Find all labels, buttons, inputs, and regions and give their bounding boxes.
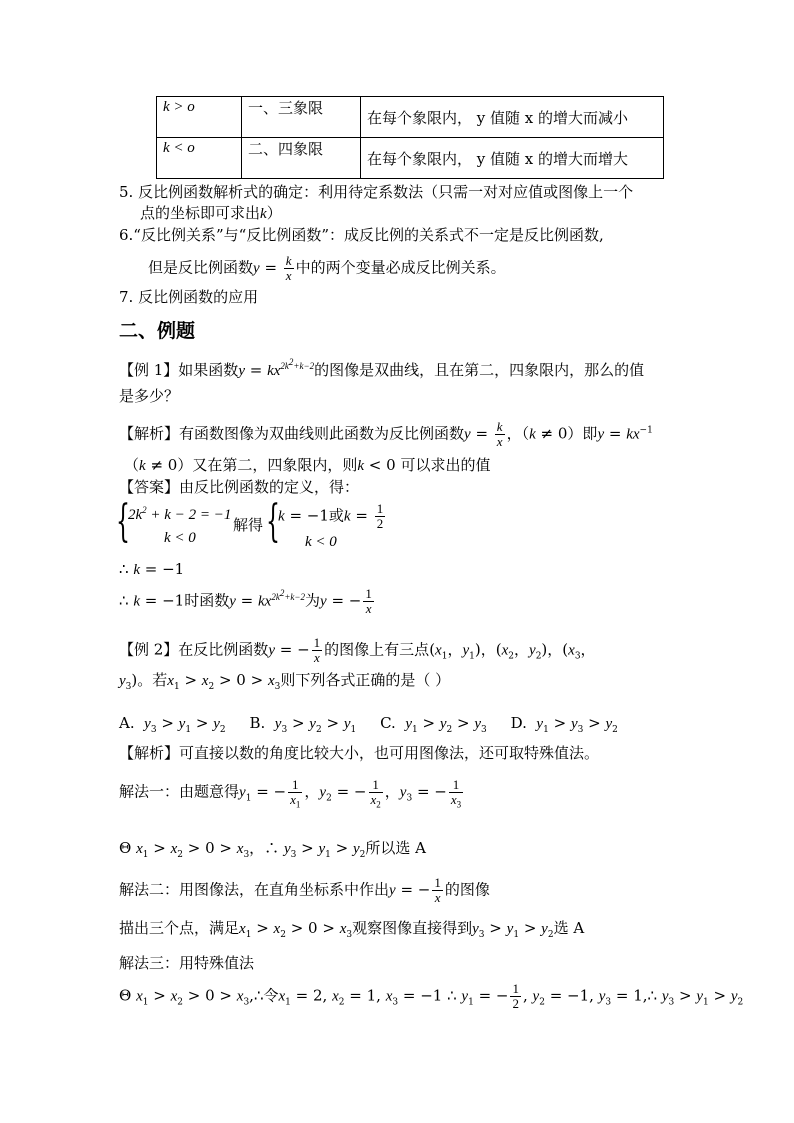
conclusion-function: ∴ k = −1时函数$y = kx^{2k^2+k-2}$为y = − $\frac{1}{x}$ (119, 586, 372, 616)
example-2-question: 【例 2】在反比例函数y = − $\frac{1}{x}$ 的图像上有三点($x_1$，$y_1$)，($x_2$，$y_2$)，($x_3$， (119, 635, 596, 665)
solve-word: 解得 (233, 516, 264, 534)
equation-system-line1: $2k^2 + k - 2 = -1$ (128, 505, 232, 523)
solution-line2: k < 0 (305, 534, 337, 550)
item-6-line1: 6.“反比例关系”与“反比例函数”：成反比例的关系式不一定是反比例函数, (119, 226, 604, 244)
method-2: 解法二：用图像法，在直角坐标系中作出y = − $\frac{1}{x}$ 的图像 (119, 875, 490, 905)
item-7: 7. 反比例函数的应用 (119, 288, 259, 306)
method-3-work: Θ $x_1 > x_2 > 0$ > $x_3,\therefore$令$x_1 = 2$, $x_2 = 1$, $x_3 = -1$ ∴ $y_1$ = − $\frac{1}{2}$ , $y_2 = -1$, $y_3$ = 1,∴ $y_3 > y_1 > y_2$ (119, 981, 744, 1011)
left-brace-1: { (116, 496, 130, 547)
example-2-analysis: 【解析】可直接以数的角度比较大小，也可用图像法，还可取特殊值法。 (119, 744, 600, 762)
conclusion-k: ∴ k = −1 (119, 560, 185, 578)
example-2-options: A. $y_3 > y_1 > y_2$ B. $y_3 > y_2 > y_1$ C. $y_1 > y_2 > y_3$ D. $y_1 > y_3 > y_2$ (119, 714, 618, 735)
item-5-line2: 点的坐标即可求出k） (140, 204, 282, 222)
table-cell-quadrant: 一、三象限 (242, 97, 361, 138)
example-2-question-cont: $y_3$)。若$x_1 > x_2 > 0 > x_3$则下列各式正确的是（ ） (119, 671, 451, 692)
example-1-answer: 【答案】由反比例函数的定义，得： (119, 478, 360, 496)
item-5-line1: 5. 反比例函数解析式的确定：利用待定系数法（只需一对对应值或图像上一个 (119, 183, 634, 201)
table-row (157, 97, 664, 138)
example-1-question: 【例 1】如果函数$y = kx^{2k^2+k-2}$的图像是双曲线，且在第二，四象限内，那么的值 (119, 357, 645, 379)
table-cell-quadrant: 二、四象限 (242, 138, 361, 179)
method-1: 解法一：由题意得$y_1$ = − $\frac{1}{x_1}$ ，$y_2$ = − $\frac{1}{x_2}$ ，$y_3$ = − $\frac{1}{x_3}$ (119, 777, 462, 810)
table-cell-description: 在每个象限内， y 值随 x 的增大而增大 (361, 138, 664, 179)
property-table (156, 96, 664, 179)
example-1-analysis: 【解析】有函数图像为双曲线则此函数为反比例函数y = $\frac{k}{x}$ ，（k ≠ 0）即$y = kx^{-1}$ (119, 419, 653, 449)
solution-line1: k = −1或k = $\frac{1}{2}$ (278, 501, 384, 531)
example-1-question-cont: 是多少？ (119, 387, 180, 405)
section-title: 二、例题 (119, 320, 196, 342)
item-6-line2: 但是反比例函数y = $\frac{k}{x}$ 中的两个变量必成反比例关系。 (148, 253, 506, 283)
equation-system-line2: k < 0 (164, 530, 196, 546)
method-3: 解法三：用特殊值法 (119, 954, 255, 972)
method-1-conclusion: Θ $x_1 > x_2 > 0 > x_3$，∴ $y_3 > y_1 > y_2$所以选 A (119, 839, 426, 860)
table-cell-condition: k < o (157, 138, 242, 179)
table-cell-description: 在每个象限内， y 值随 x 的增大而减小 (361, 97, 664, 138)
left-brace-2: { (266, 496, 280, 547)
table-cell-condition: k > o (157, 97, 242, 138)
method-2-cont: 描出三个点，满足$x_1 > x_2 > 0 > x_3$观察图像直接得到$y_3 > y_1 > y_2$选 A (119, 919, 585, 940)
example-1-analysis-cont: （k ≠ 0）又在第二，四象限内，则k < 0 可以求出的值 (124, 456, 491, 474)
table-row (157, 138, 664, 179)
